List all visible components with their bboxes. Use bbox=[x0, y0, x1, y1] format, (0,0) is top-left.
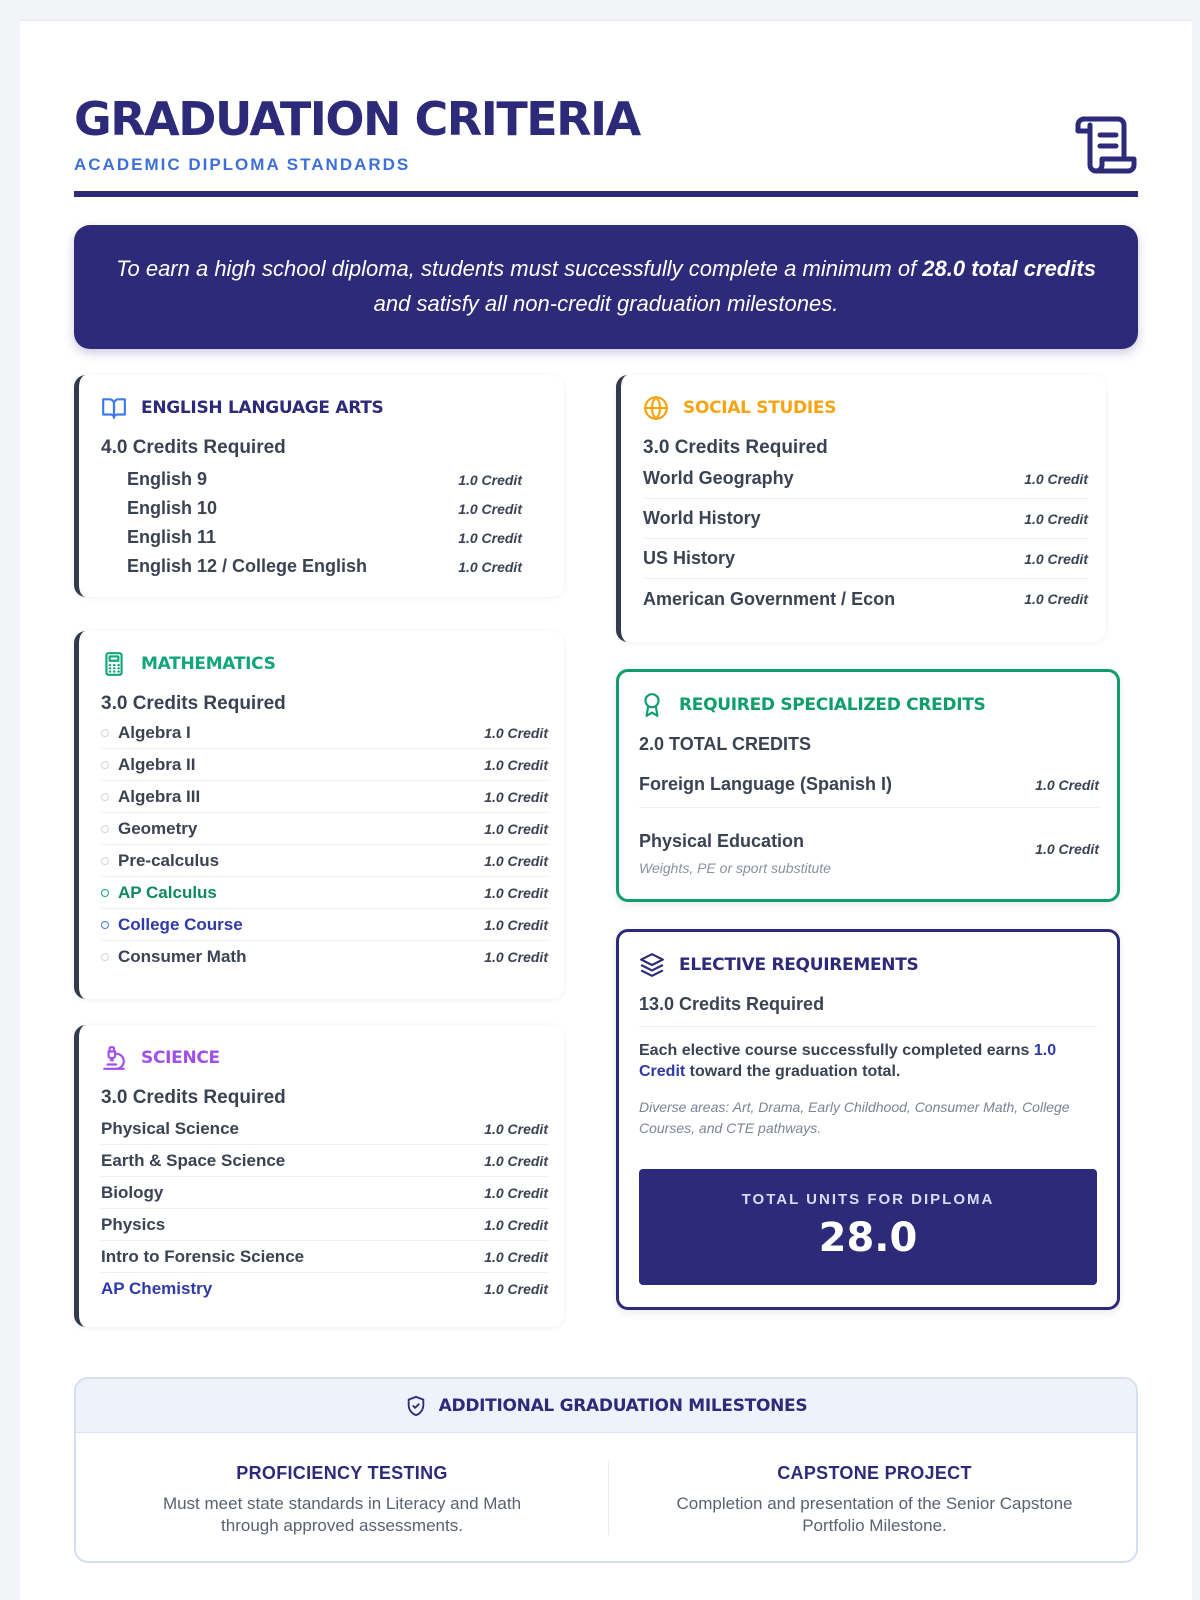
course-credit: 1.0 Credit bbox=[484, 1152, 548, 1169]
page-header bbox=[74, 73, 1138, 197]
bullet-icon bbox=[101, 889, 109, 897]
book-open-icon bbox=[101, 395, 127, 421]
course-note: Weights, PE or sport substitute bbox=[639, 859, 831, 876]
list-item bbox=[643, 499, 1088, 539]
list-item bbox=[101, 1145, 548, 1177]
milestone-proficiency bbox=[76, 1433, 608, 1563]
list-item bbox=[643, 539, 1088, 579]
list-item bbox=[127, 552, 522, 581]
list-item bbox=[101, 1209, 548, 1241]
bullet-icon bbox=[101, 953, 109, 961]
list-item bbox=[101, 717, 548, 749]
bullet-icon bbox=[101, 857, 109, 865]
milestone-title: PROFICIENCY TESTING bbox=[236, 1463, 448, 1483]
list-item bbox=[101, 909, 548, 941]
list-item bbox=[101, 941, 548, 973]
page-subtitle: ACADEMIC DIPLOMA STANDARDS bbox=[74, 155, 411, 174]
course-name: World Geography bbox=[643, 468, 794, 488]
list-item bbox=[101, 1273, 548, 1305]
list-item bbox=[101, 1177, 548, 1209]
ela-title: ENGLISH LANGUAGE ARTS bbox=[141, 398, 384, 418]
course-credit: 1.0 Credit bbox=[484, 1184, 548, 1201]
elective-title: ELECTIVE REQUIREMENTS bbox=[679, 955, 919, 975]
specialized-list bbox=[639, 762, 1099, 890]
bullet-icon bbox=[101, 729, 109, 737]
list-item bbox=[643, 459, 1088, 499]
list-item bbox=[101, 813, 548, 845]
specialized-title: REQUIRED SPECIALIZED CREDITS bbox=[679, 695, 986, 715]
course-name: English 11 bbox=[127, 527, 217, 547]
science-title: SCIENCE bbox=[141, 1048, 220, 1068]
course-credit: 1.0 Credit bbox=[484, 949, 548, 965]
math-required: 3.0 Credits Required bbox=[101, 693, 286, 714]
banner-bold: 28.0 total credits bbox=[922, 256, 1096, 281]
specialized-credits-card bbox=[616, 669, 1120, 902]
course-credit: 1.0 Credit bbox=[484, 852, 548, 869]
course-credit: 1.0 Credit bbox=[458, 471, 522, 488]
course-credit: 1.0 Credit bbox=[1024, 470, 1088, 487]
page-title: GRADUATION CRITERIA bbox=[74, 92, 640, 146]
elective-header bbox=[639, 952, 918, 978]
milestones-title: ADDITIONAL GRADUATION MILESTONES bbox=[438, 1395, 808, 1416]
ela-header bbox=[101, 395, 383, 421]
elective-desc-text: toward the graduation total. bbox=[685, 1063, 901, 1080]
course-credit: 1.0 Credit bbox=[458, 529, 522, 546]
course-credit: 1.0 Credit bbox=[484, 1281, 548, 1297]
course-name: English 10 bbox=[127, 498, 218, 518]
list-item bbox=[101, 781, 548, 813]
course-credit: 1.0 Credit bbox=[484, 724, 548, 741]
elective-required: 13.0 Credits Required bbox=[639, 994, 825, 1014]
course-credit: 1.0 Credit bbox=[1035, 776, 1099, 793]
course-name: American Government / Econ bbox=[643, 588, 896, 609]
list-item bbox=[639, 762, 1099, 808]
course-name: Foreign Language (Spanish I) bbox=[639, 774, 893, 794]
course-name: Geometry bbox=[118, 818, 198, 838]
elective-areas: Diverse areas: Art, Drama, Early Childhood, Consumer Math, College Courses, and CTE pathways. bbox=[639, 1099, 1070, 1136]
intro-banner bbox=[74, 225, 1138, 349]
layers-icon bbox=[639, 952, 665, 978]
course-name: Consumer Math bbox=[118, 947, 247, 966]
math-list bbox=[101, 717, 548, 973]
course-credit: 1.0 Credit bbox=[484, 884, 548, 901]
course-credit: 1.0 Credit bbox=[484, 916, 548, 933]
list-item bbox=[101, 877, 548, 909]
course-credit: 1.0 Credit bbox=[458, 558, 522, 575]
elective-desc-text: Each elective course successfully completed earns bbox=[639, 1042, 1034, 1059]
scroll-icon bbox=[1074, 113, 1138, 177]
list-item bbox=[127, 523, 522, 552]
course-credit: 1.0 Credit bbox=[1024, 591, 1088, 607]
divider bbox=[639, 1026, 1097, 1027]
course-name: Pre-calculus bbox=[118, 850, 220, 870]
course-credit: 1.0 Credit bbox=[458, 500, 522, 517]
bullet-icon bbox=[101, 825, 109, 833]
course-credit: 1.0 Credit bbox=[484, 756, 548, 773]
science-list bbox=[101, 1113, 548, 1305]
course-credit: 1.0 Credit bbox=[1035, 841, 1099, 857]
total-units-label: TOTAL UNITS FOR DIPLOMA bbox=[741, 1191, 995, 1208]
social-studies-card bbox=[616, 375, 1106, 642]
social-required: 3.0 Credits Required bbox=[643, 437, 828, 458]
course-name: Physics bbox=[101, 1214, 166, 1234]
ela-list bbox=[127, 465, 522, 581]
milestone-text: Completion and presentation of the Senior Capstone Portfolio Milestone. bbox=[676, 1494, 1073, 1535]
milestones-header bbox=[76, 1379, 1136, 1433]
course-name: College Course bbox=[118, 914, 243, 934]
course-name: Earth & Space Science bbox=[101, 1150, 286, 1170]
course-name: English 9 bbox=[127, 469, 208, 489]
milestone-title: CAPSTONE PROJECT bbox=[777, 1463, 972, 1483]
elective-requirements-card bbox=[616, 929, 1120, 1310]
course-name: World History bbox=[643, 508, 761, 528]
course-name: Algebra II bbox=[118, 754, 196, 774]
course-credit: 1.0 Credit bbox=[484, 1248, 548, 1265]
milestones-panel bbox=[74, 1377, 1138, 1563]
course-name: Algebra III bbox=[118, 786, 201, 806]
milestone-capstone bbox=[608, 1461, 1138, 1535]
course-name: Intro to Forensic Science bbox=[101, 1246, 305, 1266]
specialized-header bbox=[639, 692, 985, 718]
course-credit: 1.0 Credit bbox=[484, 1216, 548, 1233]
science-card bbox=[74, 1025, 564, 1327]
list-item bbox=[639, 808, 1099, 890]
list-item bbox=[101, 749, 548, 781]
banner-text-2: and satisfy all non-credit graduation milestones. bbox=[373, 291, 839, 316]
course-name: Physical Science bbox=[101, 1118, 239, 1138]
list-item bbox=[643, 579, 1088, 619]
list-item bbox=[101, 1113, 548, 1145]
course-name: US History bbox=[643, 548, 736, 568]
milestone-text: Must meet state standards in Literacy and Math through approved assessments. bbox=[162, 1494, 522, 1535]
math-card bbox=[74, 631, 564, 999]
globe-icon bbox=[643, 395, 669, 421]
course-credit: 1.0 Credit bbox=[484, 1120, 548, 1137]
specialized-required: 2.0 TOTAL CREDITS bbox=[639, 734, 812, 754]
course-name: Biology bbox=[101, 1182, 164, 1202]
award-icon bbox=[639, 692, 665, 718]
document-page bbox=[20, 20, 1192, 1600]
course-credit: 1.0 Credit bbox=[484, 820, 548, 837]
math-title: MATHEMATICS bbox=[141, 654, 276, 674]
social-list bbox=[643, 459, 1088, 619]
bullet-icon bbox=[101, 921, 109, 929]
social-header bbox=[643, 395, 836, 421]
calculator-icon bbox=[101, 651, 127, 677]
course-credit: 1.0 Credit bbox=[1024, 550, 1088, 567]
course-name: AP Calculus bbox=[118, 882, 217, 902]
banner-text-1: To earn a high school diploma, students must successfully complete a minimum of bbox=[116, 256, 923, 281]
total-units-value: 28.0 bbox=[818, 1215, 918, 1261]
ela-required: 4.0 Credits Required bbox=[101, 437, 286, 458]
list-item bbox=[101, 1241, 548, 1273]
shield-check-icon bbox=[405, 1395, 427, 1417]
list-item bbox=[101, 845, 548, 877]
course-name: Algebra I bbox=[118, 722, 191, 742]
microscope-icon bbox=[101, 1045, 127, 1071]
course-credit: 1.0 Credit bbox=[484, 788, 548, 805]
list-item bbox=[127, 465, 522, 494]
bullet-icon bbox=[101, 793, 109, 801]
list-item bbox=[127, 494, 522, 523]
science-header bbox=[101, 1045, 220, 1071]
ela-card bbox=[74, 375, 564, 597]
social-title: SOCIAL STUDIES bbox=[683, 398, 837, 418]
math-header bbox=[101, 651, 276, 677]
science-required: 3.0 Credits Required bbox=[101, 1087, 286, 1108]
course-name: AP Chemistry bbox=[101, 1279, 213, 1298]
course-credit: 1.0 Credit bbox=[1024, 510, 1088, 527]
elective-desc-highlight: 1.0 Credit bbox=[639, 1042, 1057, 1080]
total-units-box bbox=[639, 1169, 1097, 1285]
course-name: Physical Education bbox=[639, 830, 805, 851]
bullet-icon bbox=[101, 761, 109, 769]
course-name: English 12 / College English bbox=[127, 556, 368, 576]
elective-description bbox=[639, 1040, 1097, 1082]
